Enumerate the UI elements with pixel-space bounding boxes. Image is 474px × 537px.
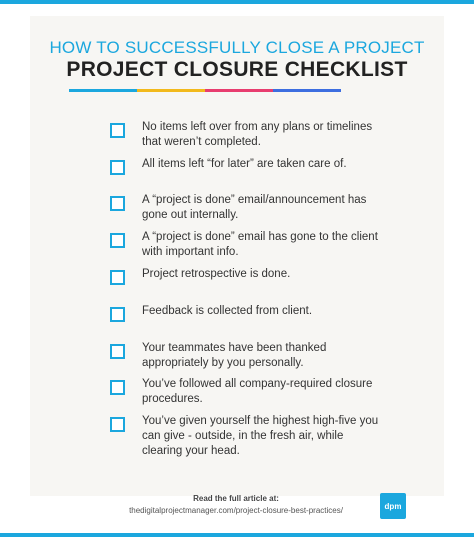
- footer-article-link[interactable]: thedigitalprojectmanager.com/project-closure-best-practices/: [129, 506, 343, 515]
- checkbox[interactable]: [110, 233, 125, 248]
- underline-segment-yellow: [137, 89, 205, 92]
- checklist-item[interactable]: [110, 304, 380, 322]
- page-title: PROJECT CLOSURE CHECKLIST: [66, 58, 408, 81]
- checklist-item[interactable]: [110, 193, 380, 223]
- checkbox[interactable]: [110, 196, 125, 211]
- checklist-item-label: You’ve followed all company-required closure procedures.: [142, 378, 373, 405]
- checklist-item-label: No items left over from any plans or timelines that weren’t completed.: [142, 121, 373, 148]
- checkbox[interactable]: [110, 307, 125, 322]
- checklist-item[interactable]: [110, 377, 380, 407]
- checkbox[interactable]: [110, 417, 125, 432]
- checkbox[interactable]: [110, 123, 125, 138]
- checklist-item[interactable]: [110, 120, 380, 150]
- checkbox[interactable]: [110, 344, 125, 359]
- checklist-item-label: You’ve given yourself the highest high-five you can give - outside, in the fresh air, while clearing your head.: [142, 415, 379, 457]
- dpm-logo: dpm: [380, 493, 406, 519]
- checklist-item-label: Your teammates have been thanked appropriately by you personally.: [142, 342, 327, 369]
- checklist-item[interactable]: [110, 267, 380, 285]
- footer-read-more: Read the full article at:: [193, 494, 279, 503]
- checklist-item-label: A “project is done” email has gone to the client with important info.: [142, 231, 378, 258]
- checklist-item-label: Project retrospective is done.: [142, 268, 291, 280]
- checklist-item[interactable]: [110, 414, 380, 459]
- bottom-accent-bar: [0, 533, 474, 537]
- top-accent-bar: [0, 0, 474, 4]
- checklist-item[interactable]: [110, 341, 380, 371]
- underline-segment-indigo: [273, 89, 341, 92]
- checkbox[interactable]: [110, 160, 125, 175]
- page-subtitle: HOW TO SUCCESSFULLY CLOSE A PROJECT: [49, 38, 425, 57]
- checklist-item-label: Feedback is collected from client.: [142, 305, 313, 317]
- checklist-item-label: A “project is done” email/announcement has gone out internally.: [142, 194, 367, 221]
- checkbox[interactable]: [110, 270, 125, 285]
- checkbox[interactable]: [110, 380, 125, 395]
- title-underline: [69, 89, 341, 92]
- checklist-item[interactable]: [110, 157, 380, 175]
- underline-segment-pink: [205, 89, 273, 92]
- checklist-item-label: All items left “for later” are taken care of.: [142, 158, 347, 170]
- underline-segment-blue: [69, 89, 137, 92]
- checklist-item[interactable]: [110, 230, 380, 260]
